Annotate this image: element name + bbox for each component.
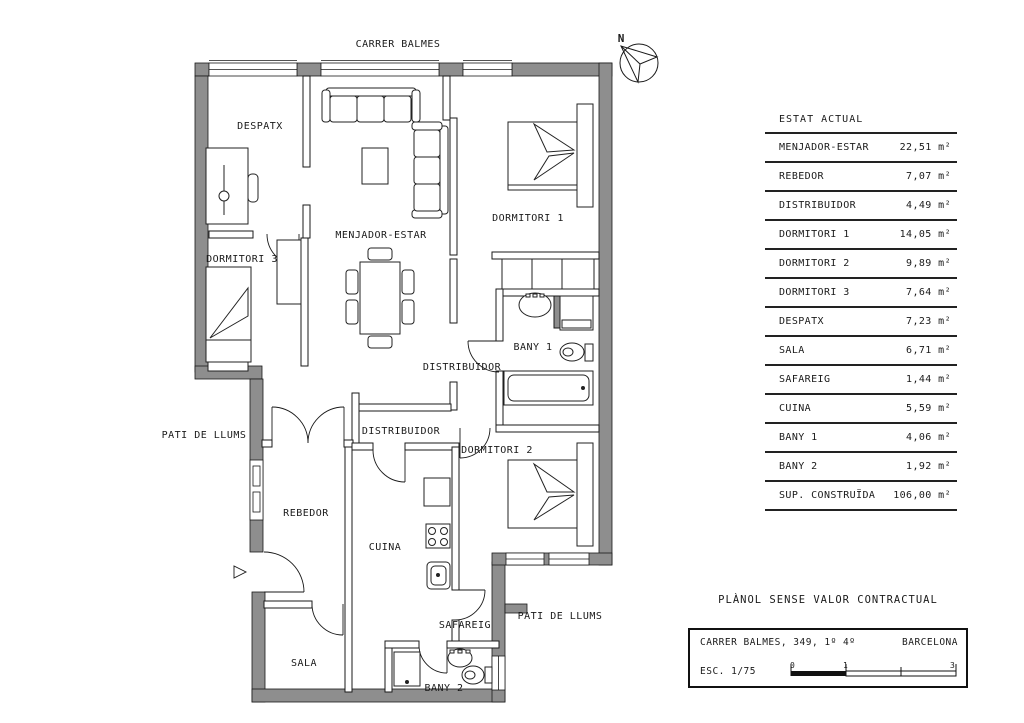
row-label: MENJADOR-ESTAR <box>779 142 869 153</box>
label-pati-left: PATI DE LLUMS <box>161 430 247 441</box>
bed-dormitori3 <box>206 267 251 371</box>
table-row <box>765 306 957 335</box>
label-bany1: BANY 1 <box>513 342 553 353</box>
row-label: CUINA <box>779 403 812 414</box>
label-bany2: BANY 2 <box>424 683 464 694</box>
bany2-fixtures <box>394 649 492 686</box>
row-value: 106,00 m² <box>893 490 951 501</box>
bed-dormitori1 <box>508 104 593 207</box>
label-safareig: SAFAREIG <box>438 620 492 631</box>
row-label: DESPATX <box>779 316 824 327</box>
table-row <box>765 190 957 219</box>
scale-label: ESC. 1/75 <box>700 666 756 677</box>
row-value: 1,92 m² <box>906 461 951 472</box>
disclaimer-text: PLÀNOL SENSE VALOR CONTRACTUAL <box>718 594 938 606</box>
row-value: 4,49 m² <box>906 200 951 211</box>
label-sala: SALA <box>290 658 318 669</box>
dining-table <box>346 248 414 348</box>
row-value: 6,71 m² <box>906 345 951 356</box>
table-row <box>765 132 957 161</box>
street-label: CARRER BALMES <box>355 39 441 50</box>
scale-bar <box>788 660 960 682</box>
row-label: SUP. CONSTRUÏDA <box>779 490 876 501</box>
north-compass <box>620 44 658 82</box>
row-value: 1,44 m² <box>906 374 951 385</box>
entrance-arrow <box>234 566 246 578</box>
label-dormitori2: DORMITORI 2 <box>461 445 533 456</box>
cuina-appliances <box>424 478 450 589</box>
table-row <box>765 161 957 190</box>
table-row <box>765 393 957 422</box>
table-row <box>765 451 957 480</box>
desk <box>206 148 258 224</box>
label-menjador: MENJADOR-ESTAR <box>335 230 427 241</box>
label-dormitori3: DORMITORI 3 <box>206 254 278 265</box>
wardrobe-dormitori3 <box>277 240 301 304</box>
row-value: 4,06 m² <box>906 432 951 443</box>
label-rebedor: REBEDOR <box>283 508 329 519</box>
table-row <box>765 335 957 364</box>
label-distribuidor-lower: DISTRIBUIDOR <box>361 426 441 437</box>
table-row <box>765 219 957 248</box>
city-text: BARCELONA <box>902 637 958 648</box>
row-label: DORMITORI 3 <box>779 287 850 298</box>
label-cuina: CUINA <box>368 542 402 553</box>
row-label: DORMITORI 2 <box>779 258 850 269</box>
address-text: CARRER BALMES, 349, 1º 4º <box>700 637 856 648</box>
table-row <box>765 364 957 393</box>
row-value: 7,07 m² <box>906 171 951 182</box>
row-value: 7,23 m² <box>906 316 951 327</box>
label-despatx: DESPATX <box>237 121 283 132</box>
table-row <box>765 248 957 277</box>
table-row <box>765 422 957 451</box>
row-label: DISTRIBUIDOR <box>779 200 857 211</box>
row-label: SAFAREIG <box>779 374 831 385</box>
bed-dormitori2 <box>508 443 593 546</box>
label-pati-bottom: PATI DE LLUMS <box>517 611 603 622</box>
row-value: 22,51 m² <box>899 142 951 153</box>
side-table <box>362 148 388 184</box>
north-label: N <box>617 32 625 45</box>
row-label: SALA <box>779 345 805 356</box>
table-row <box>765 277 957 306</box>
sofa-top <box>322 88 420 122</box>
row-label: BANY 1 <box>779 432 818 443</box>
title-block <box>688 628 968 688</box>
scale-tick-3: 3 <box>950 661 955 670</box>
row-label: DORMITORI 1 <box>779 229 850 240</box>
label-dormitori1: DORMITORI 1 <box>492 213 564 224</box>
row-value: 9,89 m² <box>906 258 951 269</box>
label-distribuidor-upper: DISTRIBUIDOR <box>422 362 502 373</box>
row-value: 14,05 m² <box>899 229 951 240</box>
row-label: BANY 2 <box>779 461 818 472</box>
scale-tick-1: 1 <box>843 661 848 670</box>
sofa-right <box>412 122 448 218</box>
area-table-title: ESTAT ACTUAL <box>779 114 864 125</box>
row-label: REBEDOR <box>779 171 824 182</box>
row-value: 5,59 m² <box>906 403 951 414</box>
table-row-total <box>765 480 957 511</box>
scale-tick-0: 0 <box>790 661 795 670</box>
wardrobe-dormitori1 <box>502 259 594 289</box>
row-value: 7,64 m² <box>906 287 951 298</box>
area-table <box>765 114 957 511</box>
